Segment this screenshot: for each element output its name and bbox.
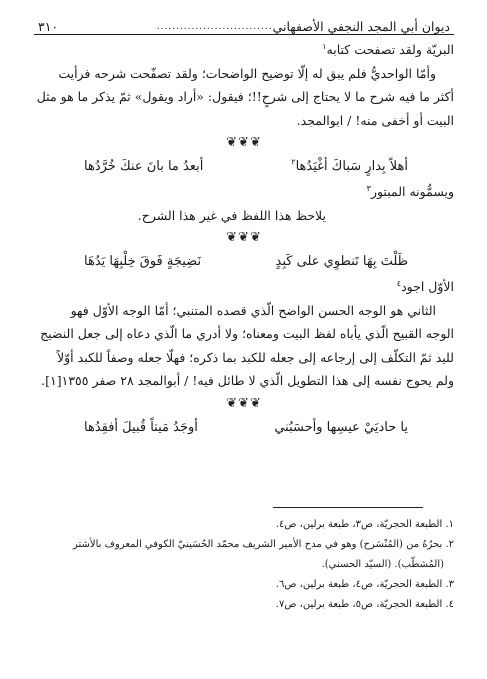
- verse-1-first-text: أهلاً بِدارٍ سَباكَ أغْيَدُها: [295, 159, 408, 174]
- paragraph-2-line-1: وأمّا الواحديُّ فلم يبق له إلّا توضيح الواضحات؛ ولقد تصفّحت شرحه فرأيت: [58, 65, 436, 81]
- verse-1-first-hemistich: [291, 154, 408, 180]
- footnote-ref-3: ٣: [366, 183, 371, 193]
- verse-3: [34, 415, 454, 441]
- main-text: [34, 38, 454, 441]
- paragraph-1: [34, 38, 454, 62]
- verse-1: [34, 154, 454, 180]
- footnote-ref-1: ١: [322, 41, 327, 51]
- ornament-divider-1: ❦❦❦: [226, 135, 262, 150]
- ornament-divider-3: ❦❦❦: [226, 395, 262, 411]
- paragraph-5-text: الأوّل اجود: [401, 279, 454, 294]
- paragraph-2-line-2: أكثر ما فيه شرح ما لا يحتاج إلى شرحٍ!!؛ فيقول: «أراد ويقول» ثمّ يذكر ما هو مثل: [36, 89, 454, 104]
- footnote-ref-4: ٤: [396, 278, 402, 288]
- verse-2-second-hemistich: نَضِيجَةٍ فَوقَ خِلْبِهَا يَدُهَا: [84, 254, 202, 269]
- verse-1-second-hemistich: أبعدُ ما بانَ عنكَ خُرَّدُها: [84, 159, 204, 174]
- paragraph-3: [34, 180, 454, 204]
- footnote-2-line-1: ٢. بحرُهُ من (المُنْسَرح) وهو في مدح الأمير الشريف محمّد الحُسَينيّ الكوفي المعروف بالأشتر: [72, 539, 454, 550]
- footnote-ref-2: ٢: [291, 157, 296, 167]
- page-number: ٣١٠: [38, 19, 59, 34]
- paragraph-3-text: ويسمُّونه المبتور: [370, 184, 454, 199]
- footnote-3: ٣. الطبعة الحجريّة، ص٤، طبعة برلين، ص٦.: [275, 579, 454, 590]
- footnote-4: ٤. الطبعة الحجريّة، ص٥، طبعة برلين، ص٧.: [275, 599, 454, 610]
- footnote-2-line-2: (المُشطّب). (السيّد الحسني).: [321, 559, 444, 570]
- header-leader-dots: ..............................: [156, 22, 273, 32]
- verse-2-first-hemistich: ظَلْتَ بِهَا تَنطوِي على كَبِدٍ: [275, 254, 408, 269]
- verse-3-first-hemistich: يا حاديَيْ عيسِها وأحسَبُني: [274, 419, 408, 435]
- verse-2: [34, 249, 454, 275]
- paragraph-1-text: البريّة ولقد تصفحت كتابه: [326, 42, 454, 57]
- running-header: [34, 14, 454, 35]
- footnotes: [34, 515, 454, 615]
- footnote-separator: [273, 507, 423, 508]
- paragraph-6-line-1: الثاني هو الوجه الحسن الواضح الّذي قصده المتنبي؛ أمّا الوجه الأوّل فهو: [70, 302, 436, 318]
- paragraph-6-line-2: الوجه القبيح الّذي يأباه لفظ البيت ومعناه؛ ولا أدري ما الّذي دعاه إلى جعل النضيج: [40, 326, 454, 341]
- footnote-1: ١. الطبعة الحجريّة، ص٣، طبعة برلين، ص٤.: [275, 519, 454, 530]
- ornament-divider-2: ❦❦❦: [226, 230, 262, 245]
- paragraph-4: يلاحظ هذا اللفظ في غير هذا الشرح.: [137, 207, 326, 223]
- paragraph-6-line-4: ولم يحوج نفسه إلى هذا التطويل الّذي لا طائل فيه! / أبوالمجد ٢٨ صفر ١٣٥٥[١].: [41, 373, 454, 388]
- verse-3-second-hemistich: أوجَدُ مَيتاً قُبيلَ أفقِدُها: [84, 419, 198, 435]
- book-title: ديوان أبي المجد النجفي الأصفهاني: [272, 19, 450, 34]
- paragraph-2-line-3: البيت أو أخفى منه! / ابوالمجد.: [296, 112, 454, 128]
- paragraph-6-line-3: لليد ثمّ التكلّف إلى إرجاعه إلى جعله للكبد بما ذكره؛ فهلّا جعله وصفاً للكبد أوّلاً: [57, 349, 454, 365]
- paragraph-5: [34, 275, 454, 299]
